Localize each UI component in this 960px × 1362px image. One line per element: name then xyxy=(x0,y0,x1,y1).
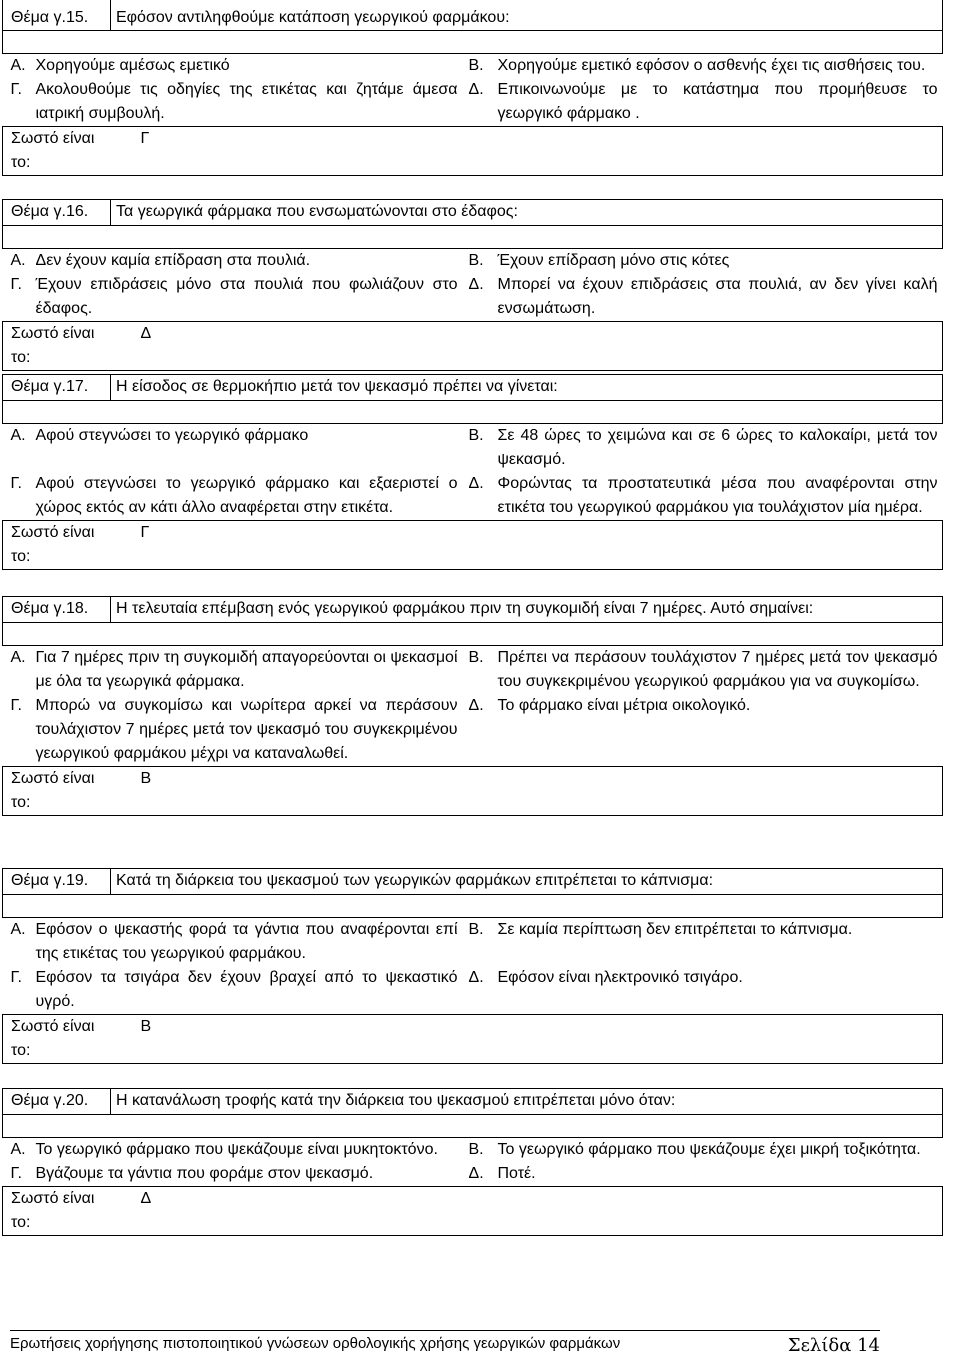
answer-value: Β xyxy=(111,767,943,816)
option-letter-c: Γ. xyxy=(10,276,22,293)
option-a: Χορηγούμε αμέσως εμετικό xyxy=(35,57,230,74)
answer-label: Σωστό είναι το: xyxy=(3,127,111,176)
option-letter-b: Β. xyxy=(468,57,484,74)
option-b: Πρέπει να περάσουν τουλάχιστον 7 ημέρες μετά τον ψεκασμό του συγκεκριμένου γεωργικού φαρμάκου για να συγκομίσω. xyxy=(497,649,938,690)
answer-value: Γ xyxy=(111,127,943,176)
question-text: Εφόσον αντιληφθούμε κατάποση γεωργικού φαρμάκου: xyxy=(111,0,943,31)
spacer-row xyxy=(3,401,943,424)
question-number: Θέμα γ.15. xyxy=(3,0,111,31)
option-c: Αφού στεγνώσει το γεωργικό φάρμακο και εξαεριστεί ο χώρος εκτός αν κάτι άλλο αναφέρεται στην ετικέτα. xyxy=(35,475,458,516)
option-letter-c: Γ. xyxy=(10,81,22,98)
question-text: Η κατανάλωση τροφής κατά την διάρκεια του ψεκασμού επιτρέπεται μόνο όταν: xyxy=(111,1089,943,1115)
option-d: Ποτέ. xyxy=(497,1165,536,1182)
question-number: Θέμα γ.18. xyxy=(3,597,111,623)
option-letter-d: Δ. xyxy=(468,276,484,293)
page-footer xyxy=(10,1330,880,1356)
option-b: Το γεωργικό φάρμακο που ψεκάζουμε έχει μικρή τοξικότητα. xyxy=(497,1141,921,1158)
option-d: Επικοινωνούμε με το κατάστημα που προμήθευσε το γεωργικό φάρμακο . xyxy=(497,81,938,122)
option-letter-d: Δ. xyxy=(468,81,484,98)
option-a: Για 7 ημέρες πριν τη συγκομιδή απαγορεύονται οι ψεκασμοί με όλα τα γεωργικά φάρμακα. xyxy=(35,649,458,690)
answer-label: Σωστό είναι το: xyxy=(3,1015,111,1064)
option-b: Χορηγούμε εμετικό εφόσον ο ασθενής έχει τις αισθήσεις του. xyxy=(497,57,926,74)
answer-label: Σωστό είναι το: xyxy=(3,322,111,371)
option-letter-a: Α. xyxy=(10,649,26,666)
option-letter-c: Γ. xyxy=(10,969,22,986)
option-letter-b: Β. xyxy=(468,921,484,938)
option-d: Εφόσον είναι ηλεκτρονικό τσιγάρο. xyxy=(497,969,743,986)
question-number: Θέμα γ.17. xyxy=(3,375,111,401)
question-number: Θέμα γ.20. xyxy=(3,1089,111,1115)
option-letter-b: Β. xyxy=(468,252,484,269)
option-d: Φορώντας τα προστατευτικά μέσα που αναφέρονται στην ετικέτα του γεωργικού φαρμάκου για τουλάχιστον μία ημέρα. xyxy=(497,475,938,516)
question-block-16 xyxy=(2,199,943,371)
option-d: Μπορεί να έχουν επιδράσεις στα πουλιά, αν δεν γίνει καλή ενσωμάτωση. xyxy=(497,276,938,317)
option-letter-b: Β. xyxy=(468,649,484,666)
page-number: Σελίδα 14 xyxy=(787,1335,880,1356)
option-letter-b: Β. xyxy=(468,1141,484,1158)
question-block-15 xyxy=(2,0,943,176)
spacer-row xyxy=(3,895,943,918)
question-block-17 xyxy=(2,374,943,570)
option-a: Αφού στεγνώσει το γεωργικό φάρμακο xyxy=(35,427,309,444)
question-number: Θέμα γ.19. xyxy=(3,869,111,895)
question-text: Η είσοδος σε θερμοκήπιο μετά τον ψεκασμό πρέπει να γίνεται: xyxy=(111,375,943,401)
option-letter-d: Δ. xyxy=(468,697,484,714)
answer-label: Σωστό είναι το: xyxy=(3,521,111,570)
option-letter-a: Α. xyxy=(10,427,26,444)
footer-title: Ερωτήσεις χορήγησης πιστοποιητικού γνώσεων ορθολογικής χρήσης γεωργικών φαρμάκων xyxy=(10,1335,621,1352)
answer-label: Σωστό είναι το: xyxy=(3,1187,111,1236)
option-b: Έχουν επίδραση μόνο στις κότες xyxy=(497,252,730,269)
question-block-20 xyxy=(2,1088,943,1236)
option-letter-a: Α. xyxy=(10,921,26,938)
option-b: Σε 48 ώρες το χειμώνα και σε 6 ώρες το καλοκαίρι, μετά τον ψεκασμό. xyxy=(497,427,938,468)
option-letter-c: Γ. xyxy=(10,475,22,492)
spacer-row xyxy=(3,1115,943,1138)
option-letter-d: Δ. xyxy=(468,1165,484,1182)
option-c: Μπορώ να συγκομίσω και νωρίτερα αρκεί να περάσουν τουλάχιστον 7 ημέρες μετά τον ψεκασμό του συγκεκριμένου γεωργικού φαρμάκου μέχρι να καταναλωθεί. xyxy=(35,697,458,762)
question-text: Τα γεωργικά φάρμακα που ενσωματώνονται στο έδαφος: xyxy=(111,200,943,226)
option-d: Το φάρμακο είναι μέτρια οικολογικό. xyxy=(497,697,751,714)
option-a: Δεν έχουν καμία επίδραση στα πουλιά. xyxy=(35,252,311,269)
option-c: Ακολουθούμε τις οδηγίες της ετικέτας και ζητάμε άμεσα ιατρική συμβουλή. xyxy=(35,81,458,122)
spacer-row xyxy=(3,623,943,646)
answer-value: Γ xyxy=(111,521,943,570)
option-letter-a: Α. xyxy=(10,1141,26,1158)
answer-value: Δ xyxy=(111,1187,943,1236)
option-letter-d: Δ. xyxy=(468,475,484,492)
option-letter-a: Α. xyxy=(10,57,26,74)
spacer-row xyxy=(3,31,943,54)
option-letter-c: Γ. xyxy=(10,697,22,714)
option-letter-b: Β. xyxy=(468,427,484,444)
question-block-19 xyxy=(2,868,943,1064)
answer-label: Σωστό είναι το: xyxy=(3,767,111,816)
option-b: Σε καμία περίπτωση δεν επιτρέπεται το κάπνισμα. xyxy=(497,921,853,938)
question-number: Θέμα γ.16. xyxy=(3,200,111,226)
question-text: Η τελευταία επέμβαση ενός γεωργικού φαρμάκου πριν τη συγκομιδή είναι 7 ημέρες. Αυτό σημαίνει: xyxy=(111,597,943,623)
option-a: Εφόσον ο ψεκαστής φορά τα γάντια που αναφέρονται επί της ετικέτας του γεωργικού φαρμάκου. xyxy=(35,921,458,962)
question-text: Κατά τη διάρκεια του ψεκασμού των γεωργικών φαρμάκων επιτρέπεται το κάπνισμα: xyxy=(111,869,943,895)
option-a: Το γεωργικό φάρμακο που ψεκάζουμε είναι μυκητοκτόνο. xyxy=(35,1141,438,1158)
option-c: Έχουν επιδράσεις μόνο στα πουλιά που φωλιάζουν στο έδαφος. xyxy=(35,276,458,317)
option-letter-d: Δ. xyxy=(468,969,484,986)
question-block-18 xyxy=(2,596,943,816)
option-letter-a: Α. xyxy=(10,252,26,269)
option-c: Βγάζουμε τα γάντια που φοράμε στον ψεκασμό. xyxy=(35,1165,374,1182)
answer-value: Β xyxy=(111,1015,943,1064)
option-c: Εφόσον τα τσιγάρα δεν έχουν βραχεί από το ψεκαστικό υγρό. xyxy=(35,969,458,1010)
option-letter-c: Γ. xyxy=(10,1165,22,1182)
spacer-row xyxy=(3,226,943,249)
answer-value: Δ xyxy=(111,322,943,371)
